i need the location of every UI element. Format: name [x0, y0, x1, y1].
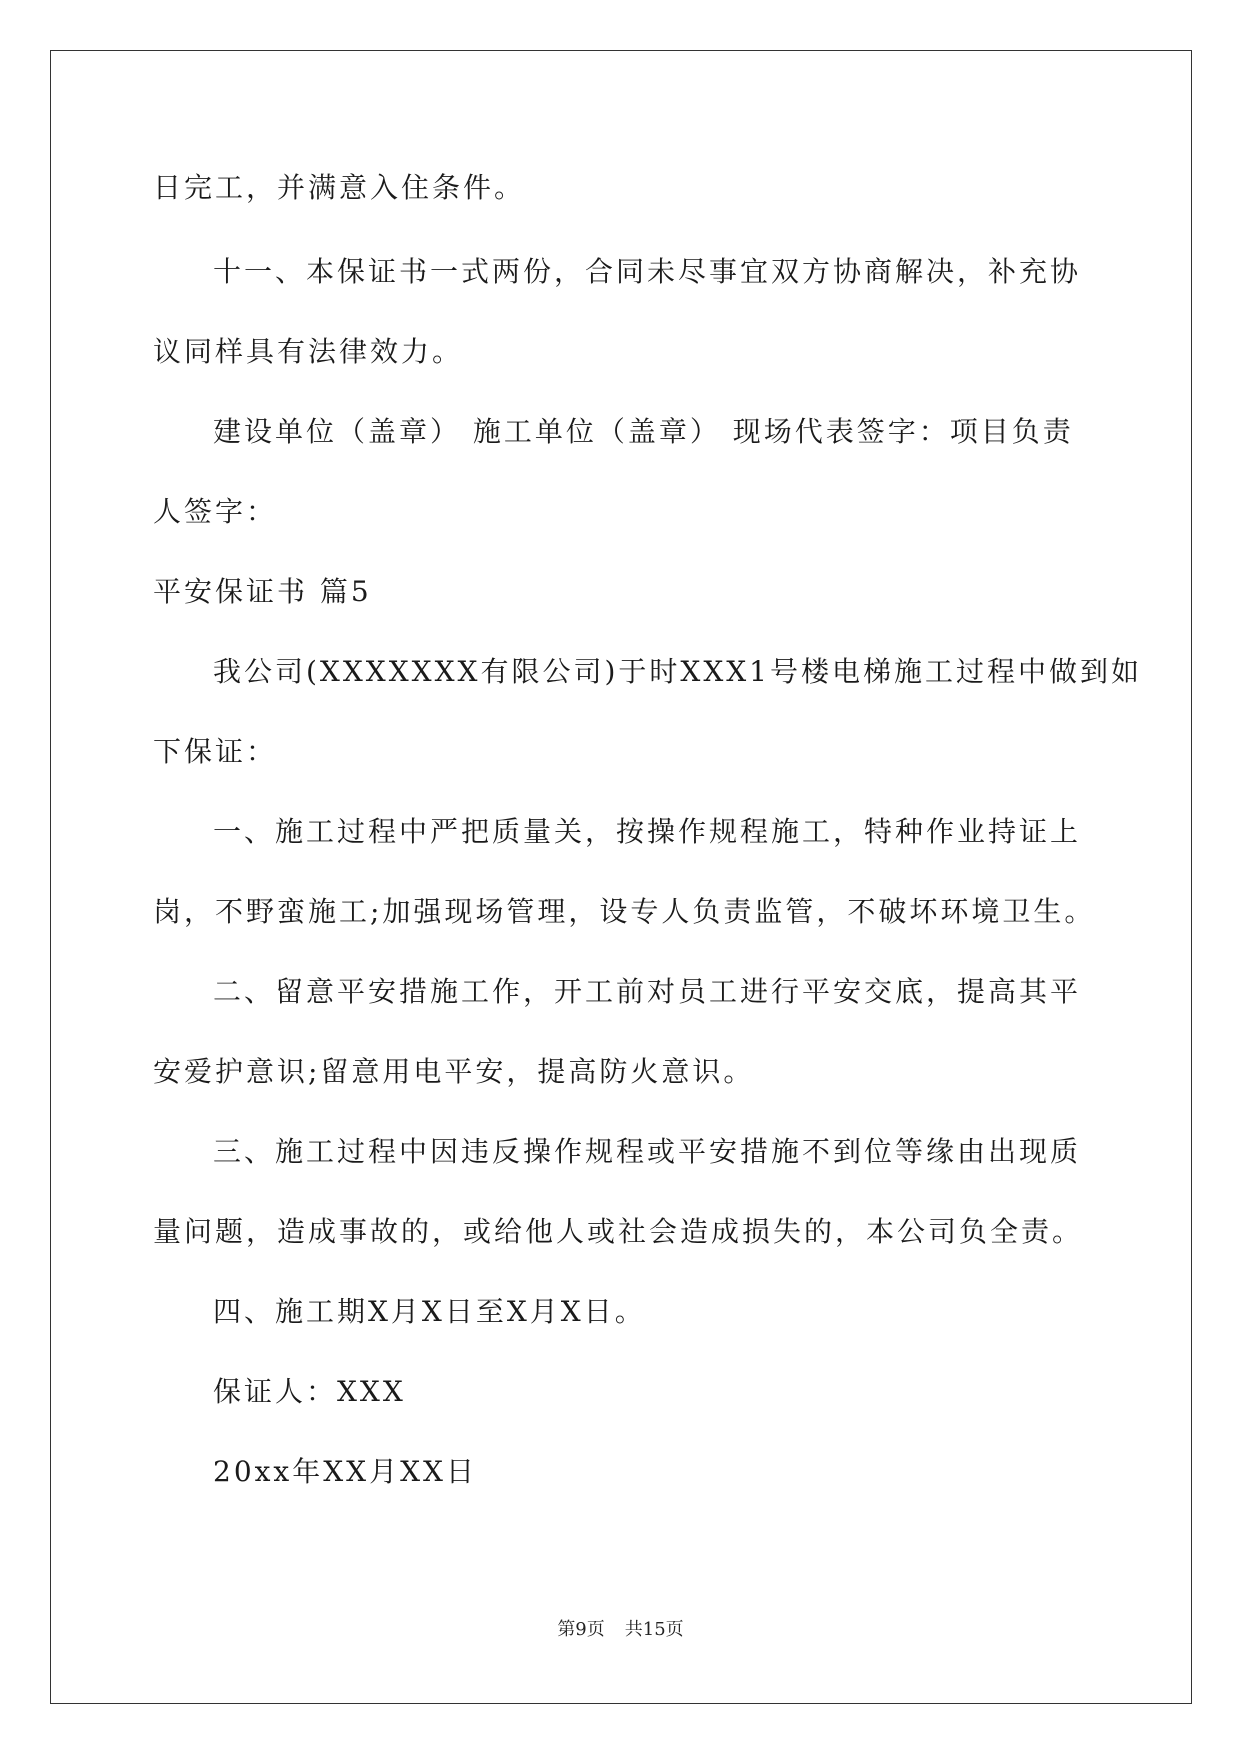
clause-1: 一、施工过程中严把质量关，按操作规程施工，特种作业持证上 [213, 815, 1082, 848]
signature-line: 建设单位（盖章） 施工单位（盖章） 现场代表签字：项目负责 [213, 415, 1074, 448]
text-line: 岗，不野蛮施工;加强现场管理，设专人负责监管，不破坏环境卫生。 [153, 895, 1096, 928]
text-line: 安爱护意识;留意用电平安，提高防火意识。 [153, 1055, 755, 1088]
clause-4: 四、施工期X月X日至X月X日。 [213, 1295, 646, 1328]
text-line: 议同样具有法律效力。 [153, 335, 464, 368]
page-footer [0, 1618, 1241, 1642]
date-line: 20xx年XX月XX日 [213, 1455, 477, 1488]
section-heading: 平安保证书 篇5 [153, 575, 372, 608]
clause-3: 三、施工过程中因违反操作规程或平安措施不到位等缘由出现质 [213, 1135, 1082, 1168]
text-line: 日完工，并满意入住条件。 [153, 171, 526, 204]
page-number: 第9页 [557, 1619, 605, 1640]
paragraph-11: 十一、本保证书一式两份，合同未尽事宜双方协商解决，补充协 [213, 255, 1082, 288]
intro-paragraph: 我公司(XXXXXXX有限公司)于时XXX1号楼电梯施工过程中做到如 [213, 655, 1143, 688]
text-line: 下保证： [153, 735, 278, 768]
text-line: 人签字： [153, 495, 278, 528]
clause-2: 二、留意平安措施工作，开工前对员工进行平安交底，提高其平 [213, 975, 1082, 1008]
text-line: 量问题，造成事故的，或给他人或社会造成损失的，本公司负全责。 [153, 1215, 1084, 1248]
page-total: 共15页 [624, 1619, 684, 1640]
guarantor-line: 保证人：XXX [213, 1375, 406, 1408]
